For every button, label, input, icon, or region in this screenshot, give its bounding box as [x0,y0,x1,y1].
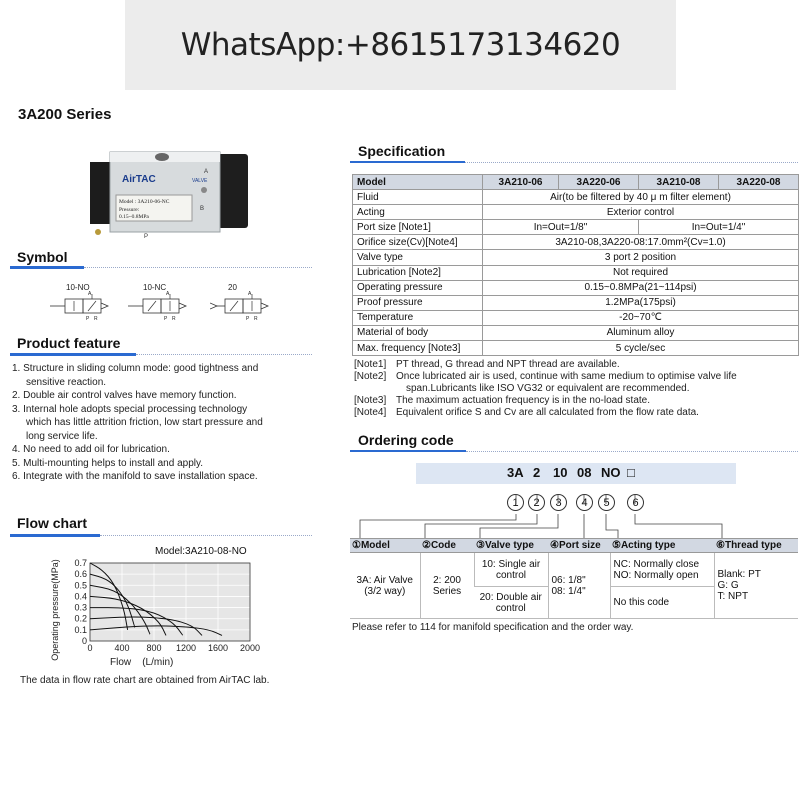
note-row [354,407,798,419]
code-part-thread-box: □ [627,465,635,480]
spec-value: 0.15~0.8MPa(21~114psi) [483,280,799,295]
symbol-heading-dotted-rule [84,267,312,268]
product-feature-heading-rule [10,353,136,356]
spec-row-port-size [353,220,799,235]
symbol-20-port-p: P [246,316,250,322]
code-part-code: 2 [533,465,541,480]
symbol-10-nc-port-p: P [164,316,168,322]
specification-heading-dotted-rule [465,162,798,163]
order-acting-no: NO: Normally open [613,569,699,581]
order-valve-10-line-1: 10: Single air [481,558,541,570]
feature-item-3-cont-2: long service life. [26,430,98,442]
order-valve-20-line-2: control [495,602,526,614]
flow-chart-note: The data in flow rate chart are obtained from AirTAC lab. [20,675,270,686]
order-port-06: 06: 1/8" [551,574,586,586]
chart-y-tick-label: 0.5 [74,580,87,591]
note-row [354,359,798,371]
spec-header-3a220-06: 3A220-06 [559,175,639,190]
note-text: The maximum actuation frequency is in the no-load state. [396,395,651,406]
ordering-refer-note: Please refer to 114 for manifold specification and the order way. [352,622,634,633]
symbol-20-port-r: R [254,316,258,322]
order-circle-5: 5 [598,494,615,511]
note-tag: [Note1] [354,359,387,370]
spec-row-temperature [353,310,799,325]
valve-symbol-20 [210,290,280,322]
order-thread-g: G: G [717,580,739,591]
flow-chart-heading: Flow chart [17,515,88,531]
ordering-code-band [416,463,736,484]
spec-label: Proof pressure [353,295,483,310]
order-circle-1: 1 [507,494,524,511]
note-text: Once lubricated air is used, continue with same medium to optimise valve life [396,371,737,382]
order-col-model: ①Model [350,539,420,553]
symbol-20-port-a: A [248,291,252,297]
photo-label-model: Model : 3A210-06-NC [119,199,170,205]
spec-label: Lubrication [Note2] [353,265,483,280]
spec-row-max-frequency [353,341,799,356]
ordering-code-heading: Ordering code [358,432,454,448]
product-feature-list [12,362,312,484]
feature-item-3-cont-1: which has little attrition friction, low start pressure and [26,417,263,428]
spec-header-3a220-08: 3A220-08 [719,175,799,190]
order-col-thread-type: ⑥Thread type [714,539,798,553]
spec-row-orifice [353,235,799,250]
symbol-10-nc-port-r: R [172,316,176,322]
feature-item-5: 5. Multi-mounting helps to install and apply. [12,457,204,469]
series-title: 3A200 Series [18,106,112,123]
symbol-10-nc-port-a: A [166,291,170,297]
specification-table [352,174,799,356]
product-feature-heading: Product feature [17,335,121,351]
spec-value: Exterior control [483,205,799,220]
order-valve-10-line-2: control [495,569,526,581]
spec-value-port-1-8: In=Out=1/8" [483,220,639,235]
symbol-10-no-port-p: P [86,316,90,322]
spec-value: 3 port 2 position [483,250,799,265]
order-cell-valve-10 [474,553,548,587]
photo-brand: AirTAC [122,174,156,185]
chart-x-tick-label: 0 [87,643,93,653]
note-text: PT thread, G thread and NPT thread are available. [396,359,620,370]
chart-y-tick-label: 0.1 [74,624,87,635]
code-part-acting-type: NO [601,465,621,480]
spec-header-3a210-06: 3A210-06 [483,175,559,190]
flow-chart-heading-rule [10,534,100,537]
note-row [354,383,798,395]
valve-symbol-10-no [50,290,120,322]
spec-label: Fluid [353,190,483,205]
spec-label: Port size [Note1] [353,220,483,235]
symbol-10-no-port-a: A [88,291,92,297]
symbol-label-20: 20 [228,283,237,292]
order-acting-no-code: No this code [613,597,670,608]
chart-y-axis-label: Operating pressure(MPa) [50,559,60,661]
spec-header-model: Model [353,175,483,190]
flow-chart [40,556,290,674]
chart-y-tick-label: 0.4 [74,591,87,602]
chart-x-tick-label: 400 [114,643,130,653]
spec-label: Temperature [353,310,483,325]
ordering-connector-lines [350,484,800,540]
order-model-line-2: (3/2 way) [364,585,406,597]
spec-value: Not required [483,265,799,280]
symbol-label-10-no: 10-NO [66,283,90,292]
note-text: span.Lubricants like ISO VG32 or equivalent are recommended. [406,383,690,394]
symbol-10-no-port-r: R [94,316,98,322]
note-tag: [Note3] [354,395,387,406]
photo-port-a: A [204,169,209,175]
ordering-code-heading-dotted-rule [466,451,798,452]
symbol-heading: Symbol [17,249,68,265]
chart-y-tick-label: 0.3 [74,602,87,613]
code-part-port-size: 08 [577,465,592,480]
specification-heading: Specification [358,143,446,159]
photo-label-range: 0.15~0.8MPa [119,214,149,220]
feature-item-6: 6. Integrate with the manifold to save installation space. [12,471,258,482]
spec-label: Acting [353,205,483,220]
order-cell-model [350,553,420,619]
photo-badge: VALVE [192,178,208,184]
spec-row-material [353,325,799,340]
order-code-line-1: 2: 200 [433,574,461,586]
order-col-valve-type: ③Valve type [474,539,548,553]
whatsapp-banner-text: WhatsApp:+8615173134620 [180,27,621,63]
spec-row-fluid [353,190,799,205]
spec-value: 3A210-08,3A220-08:17.0mm²(Cv=1.0) [483,235,799,250]
spec-row-lubrication [353,265,799,280]
order-cell-thread-type [714,553,798,619]
order-circle-3: 3 [550,494,567,511]
ordering-code-heading-rule [350,450,466,452]
order-cell-port-size [548,553,610,619]
ordering-table [350,538,798,619]
feature-item-2: 2. Double air control valves have memory function. [12,390,237,401]
chart-x-tick-label: 2000 [239,643,261,653]
order-thread-npt: T: NPT [717,591,749,602]
feature-item-4: 4. No need to add oil for lubrication. [12,444,170,455]
chart-y-tick-label: 0 [81,636,87,646]
chart-title: Model:3A210-08-NO [155,546,247,557]
order-cell-acting-nc-no [610,553,714,587]
product-feature-heading-dotted-rule [136,354,312,355]
note-row [354,371,798,383]
spec-value: Air(to be filtered by 40 μ m filter element) [483,190,799,205]
chart-x-tick-label: 800 [146,643,162,653]
note-row [354,395,798,407]
order-cell-valve-20 [474,587,548,619]
spec-value: -20~70℃ [483,310,799,325]
spec-header-3a210-08: 3A210-08 [639,175,719,190]
spec-label: Operating pressure [353,280,483,295]
order-thread-pt: Blank: PT [717,569,761,580]
photo-port-p: P [144,234,149,240]
order-valve-20-line-1: 20: Double air [479,591,542,603]
ordering-row-1 [350,553,798,587]
valve-symbol-10-nc [128,290,198,322]
spec-row-acting [353,205,799,220]
spec-row-valve-type [353,250,799,265]
note-tag: [Note4] [354,407,387,418]
note-tag: [Note2] [354,371,387,382]
spec-label: Orifice size(Cv)[Note4] [353,235,483,250]
flow-chart-heading-dotted-rule [100,535,312,536]
spec-label: Max. frequency [Note3] [353,341,483,356]
spec-header-row [353,175,799,190]
spec-label: Valve type [353,250,483,265]
spec-label: Material of body [353,325,483,340]
spec-row-operating-pressure [353,280,799,295]
order-col-code: ②Code [420,539,474,553]
feature-item-3: 3. Internal hole adopts special processing technology [12,403,248,415]
feature-item-1: 1. Structure in sliding column mode: good tightness and [12,363,259,374]
photo-port-b: B [200,206,205,212]
symbol-label-10-nc: 10-NC [143,283,167,292]
specification-heading-rule [350,161,465,163]
feature-item-1-cont: sensitive reaction. [26,376,107,388]
order-cell-acting-none [610,587,714,619]
spec-row-proof-pressure [353,295,799,310]
order-circle-4: 4 [576,494,593,511]
chart-y-tick-label: 0.2 [74,613,87,624]
order-circle-2: 2 [528,494,545,511]
specification-notes [354,359,798,419]
order-port-08: 08: 1/4" [551,585,586,597]
spec-value-port-1-4: In=Out=1/4" [639,220,799,235]
chart-x-axis-label: Flow (L/min) [110,657,174,668]
note-tag [354,383,396,395]
photo-label-pressure: Pressure: [119,207,140,213]
spec-value: 5 cycle/sec [483,341,799,356]
symbol-heading-rule [10,266,84,269]
product-photo [84,140,250,240]
code-part-series: 3A [507,465,524,480]
chart-y-tick-label: 0.6 [74,569,87,580]
order-code-line-2: Series [432,585,462,597]
whatsapp-banner [125,0,676,90]
code-part-valve-type: 10 [553,465,568,480]
note-text: Equivalent orifice S and Cv are all calculated from the flow rate data. [396,407,699,418]
order-cell-code [420,553,474,619]
order-col-acting-type: ⑤Acting type [610,539,714,553]
chart-y-tick-label: 0.7 [74,558,87,568]
chart-x-tick-label: 1200 [175,643,197,653]
chart-x-tick-label: 1600 [207,643,229,653]
order-model-line-1: 3A: Air Valve [356,574,413,586]
order-circle-6: 6 [627,494,644,511]
ordering-header-row [350,539,798,553]
order-acting-nc: NC: Normally close [613,558,700,570]
order-col-port-size: ④Port size [548,539,610,553]
spec-value: Aluminum alloy [483,325,799,340]
spec-value: 1.2MPa(175psi) [483,295,799,310]
